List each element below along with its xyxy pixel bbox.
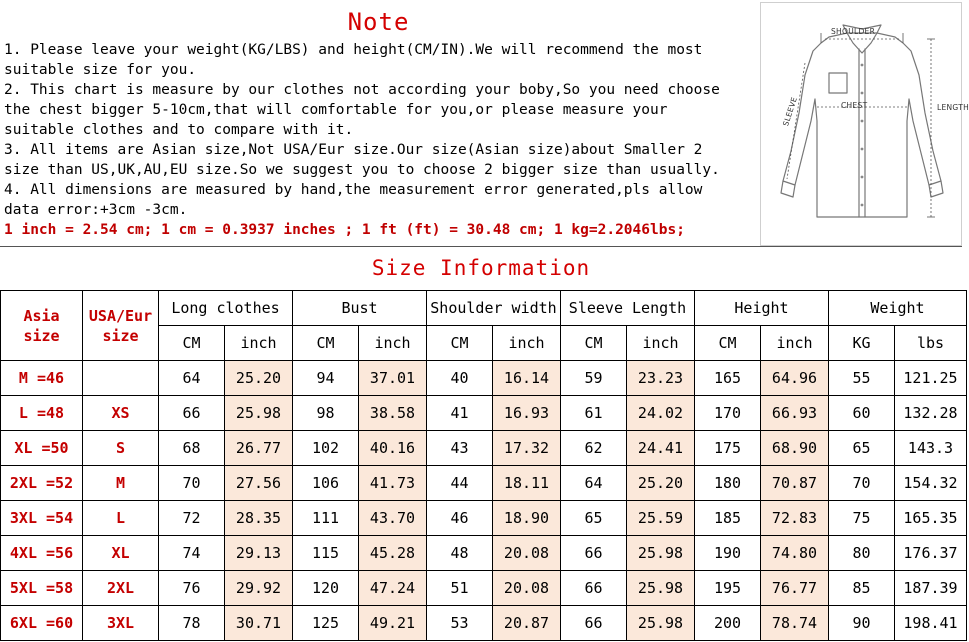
table-cell: 29.92 xyxy=(225,571,293,606)
table-cell: 94 xyxy=(293,361,359,396)
unit-header-cell: inch xyxy=(359,326,427,361)
table-cell: 68 xyxy=(159,431,225,466)
usa-eur-size-header: USA/Eur size xyxy=(83,291,159,361)
asia-size-cell: M =46 xyxy=(1,361,83,396)
table-row xyxy=(1,571,967,606)
table-cell: 125 xyxy=(293,606,359,641)
table-cell: 90 xyxy=(829,606,895,641)
table-cell: 102 xyxy=(293,431,359,466)
table-cell: 20.08 xyxy=(493,571,561,606)
table-cell: 106 xyxy=(293,466,359,501)
table-cell: 65 xyxy=(561,501,627,536)
table-cell: 53 xyxy=(427,606,493,641)
table-cell: 23.23 xyxy=(627,361,695,396)
table-row xyxy=(1,536,967,571)
table-row xyxy=(1,606,967,641)
table-cell: 66 xyxy=(561,606,627,641)
table-cell: 41.73 xyxy=(359,466,427,501)
table-cell: 25.20 xyxy=(225,361,293,396)
table-cell: 51 xyxy=(427,571,493,606)
table-cell: 80 xyxy=(829,536,895,571)
note-lines xyxy=(4,40,756,240)
chest-label: CHEST xyxy=(841,101,868,110)
table-cell: 74 xyxy=(159,536,225,571)
table-cell: 115 xyxy=(293,536,359,571)
table-cell: 70.87 xyxy=(761,466,829,501)
table-cell: 198.41 xyxy=(895,606,967,641)
table-cell: 66 xyxy=(561,536,627,571)
table-cell: 187.39 xyxy=(895,571,967,606)
table-cell: 78 xyxy=(159,606,225,641)
unit-header-cell: KG xyxy=(829,326,895,361)
table-cell: 43 xyxy=(427,431,493,466)
table-cell: 61 xyxy=(561,396,627,431)
size-info-title: Size Information xyxy=(371,256,591,280)
usa-eur-size-cell: M xyxy=(83,466,159,501)
table-cell: 74.80 xyxy=(761,536,829,571)
unit-header-cell: lbs xyxy=(895,326,967,361)
asia-size-cell: L =48 xyxy=(1,396,83,431)
table-cell: 76.77 xyxy=(761,571,829,606)
table-cell: 25.98 xyxy=(225,396,293,431)
table-cell: 55 xyxy=(829,361,895,396)
section-divider xyxy=(0,246,962,247)
table-cell: 70 xyxy=(159,466,225,501)
table-cell: 180 xyxy=(695,466,761,501)
note-line: data error:+3cm -3cm. xyxy=(4,202,188,218)
shirt-measurement-diagram xyxy=(760,2,969,246)
table-cell: 190 xyxy=(695,536,761,571)
table-cell: 121.25 xyxy=(895,361,967,396)
table-row xyxy=(1,396,967,431)
table-row xyxy=(1,431,967,466)
table-cell: 16.93 xyxy=(493,396,561,431)
table-cell: 85 xyxy=(829,571,895,606)
table-cell: 132.28 xyxy=(895,396,967,431)
table-row xyxy=(1,466,967,501)
shoulder-width-header: Shoulder width xyxy=(427,291,561,326)
table-cell: 111 xyxy=(293,501,359,536)
table-cell: 25.98 xyxy=(627,606,695,641)
usa-eur-size-cell: XL xyxy=(83,536,159,571)
table-cell: 68.90 xyxy=(761,431,829,466)
table-cell: 59 xyxy=(561,361,627,396)
table-cell: 27.56 xyxy=(225,466,293,501)
table-cell: 200 xyxy=(695,606,761,641)
length-label: LENGTH xyxy=(937,103,969,112)
table-cell: 18.11 xyxy=(493,466,561,501)
usa-eur-size-cell: 3XL xyxy=(83,606,159,641)
table-row xyxy=(1,361,967,396)
table-cell: 17.32 xyxy=(493,431,561,466)
table-cell: 30.71 xyxy=(225,606,293,641)
unit-header-cell: inch xyxy=(493,326,561,361)
shirt-icon xyxy=(761,3,961,245)
usa-eur-size-cell: 2XL xyxy=(83,571,159,606)
unit-header-cell: CM xyxy=(695,326,761,361)
table-cell: 185 xyxy=(695,501,761,536)
table-cell: 62 xyxy=(561,431,627,466)
table-cell: 75 xyxy=(829,501,895,536)
table-cell: 25.20 xyxy=(627,466,695,501)
asia-size-cell: 4XL =56 xyxy=(1,536,83,571)
table-cell: 195 xyxy=(695,571,761,606)
asia-size-cell: XL =50 xyxy=(1,431,83,466)
usa-eur-size-cell: L xyxy=(83,501,159,536)
usa-eur-size-cell: XS xyxy=(83,396,159,431)
table-cell: 44 xyxy=(427,466,493,501)
table-cell: 64.96 xyxy=(761,361,829,396)
table-cell: 48 xyxy=(427,536,493,571)
table-cell: 18.90 xyxy=(493,501,561,536)
table-cell: 24.02 xyxy=(627,396,695,431)
table-cell: 20.08 xyxy=(493,536,561,571)
asia-size-cell: 2XL =52 xyxy=(1,466,83,501)
table-cell: 64 xyxy=(561,466,627,501)
table-header-row xyxy=(1,291,967,326)
table-cell: 45.28 xyxy=(359,536,427,571)
unit-header-cell: CM xyxy=(159,326,225,361)
note-line: suitable size for you. xyxy=(4,62,197,78)
table-cell: 120 xyxy=(293,571,359,606)
table-cell: 43.70 xyxy=(359,501,427,536)
table-row xyxy=(1,501,967,536)
note-line: size than US,UK,AU,EU size.So we suggest you to choose 2 bigger size than usually. xyxy=(4,162,720,178)
unit-header-cell: CM xyxy=(561,326,627,361)
table-cell: 60 xyxy=(829,396,895,431)
unit-header-cell: inch xyxy=(225,326,293,361)
weight-header: Weight xyxy=(829,291,967,326)
table-cell: 16.14 xyxy=(493,361,561,396)
note-line: 1. Please leave your weight(KG/LBS) and height(CM/IN).We will recommend the most xyxy=(4,42,703,58)
table-cell: 66 xyxy=(159,396,225,431)
height-header: Height xyxy=(695,291,829,326)
note-line: 3. All items are Asian size,Not USA/Eur size.Our size(Asian size)about Smaller 2 xyxy=(4,142,703,158)
sleeve-length-header: Sleeve Length xyxy=(561,291,695,326)
table-cell: 72 xyxy=(159,501,225,536)
table-cell: 66 xyxy=(561,571,627,606)
table-cell: 25.98 xyxy=(627,536,695,571)
shoulder-label: SHOULDER xyxy=(831,27,876,36)
note-section xyxy=(0,0,757,246)
note-line: 4. All dimensions are measured by hand,the measurement error generated,pls allow xyxy=(4,182,703,198)
table-cell: 170 xyxy=(695,396,761,431)
table-cell: 26.77 xyxy=(225,431,293,466)
long-clothes-header: Long clothes xyxy=(159,291,293,326)
table-cell: 24.41 xyxy=(627,431,695,466)
table-cell: 46 xyxy=(427,501,493,536)
table-cell: 66.93 xyxy=(761,396,829,431)
note-line: 2. This chart is measure by our clothes not according your boby,So you need choose xyxy=(4,82,720,98)
table-cell: 41 xyxy=(427,396,493,431)
table-cell: 29.13 xyxy=(225,536,293,571)
table-cell: 64 xyxy=(159,361,225,396)
table-cell: 40 xyxy=(427,361,493,396)
table-cell: 143.3 xyxy=(895,431,967,466)
table-cell: 154.32 xyxy=(895,466,967,501)
table-cell: 65 xyxy=(829,431,895,466)
unit-conversion-note: 1 inch = 2.54 cm; 1 cm = 0.3937 inches ; 1 ft (ft) = 30.48 cm; 1 kg=2.2046lbs; xyxy=(4,222,685,238)
note-title: Note xyxy=(347,8,410,36)
asia-size-cell: 3XL =54 xyxy=(1,501,83,536)
unit-header-cell: inch xyxy=(761,326,829,361)
table-cell: 76 xyxy=(159,571,225,606)
usa-eur-size-cell xyxy=(83,361,159,396)
unit-header-cell: CM xyxy=(427,326,493,361)
table-cell: 49.21 xyxy=(359,606,427,641)
table-cell: 98 xyxy=(293,396,359,431)
table-cell: 20.87 xyxy=(493,606,561,641)
unit-header-cell: CM xyxy=(293,326,359,361)
asia-size-cell: 6XL =60 xyxy=(1,606,83,641)
table-cell: 176.37 xyxy=(895,536,967,571)
note-line: suitable clothes and to compare with it. xyxy=(4,122,354,138)
size-table xyxy=(0,290,967,641)
table-cell: 47.24 xyxy=(359,571,427,606)
table-cell: 175 xyxy=(695,431,761,466)
sleeve-label: SLEEVE xyxy=(781,95,799,128)
unit-header-cell: inch xyxy=(627,326,695,361)
table-cell: 25.98 xyxy=(627,571,695,606)
note-line: the chest bigger 5-10cm,that will comfortable for you,or please measure your xyxy=(4,102,668,118)
table-cell: 72.83 xyxy=(761,501,829,536)
table-cell: 70 xyxy=(829,466,895,501)
table-cell: 40.16 xyxy=(359,431,427,466)
asia-size-header: Asia size xyxy=(1,291,83,361)
table-cell: 165 xyxy=(695,361,761,396)
bust-header: Bust xyxy=(293,291,427,326)
usa-eur-size-cell: S xyxy=(83,431,159,466)
table-cell: 25.59 xyxy=(627,501,695,536)
table-cell: 38.58 xyxy=(359,396,427,431)
table-cell: 37.01 xyxy=(359,361,427,396)
table-cell: 78.74 xyxy=(761,606,829,641)
asia-size-cell: 5XL =58 xyxy=(1,571,83,606)
table-cell: 165.35 xyxy=(895,501,967,536)
table-cell: 28.35 xyxy=(225,501,293,536)
